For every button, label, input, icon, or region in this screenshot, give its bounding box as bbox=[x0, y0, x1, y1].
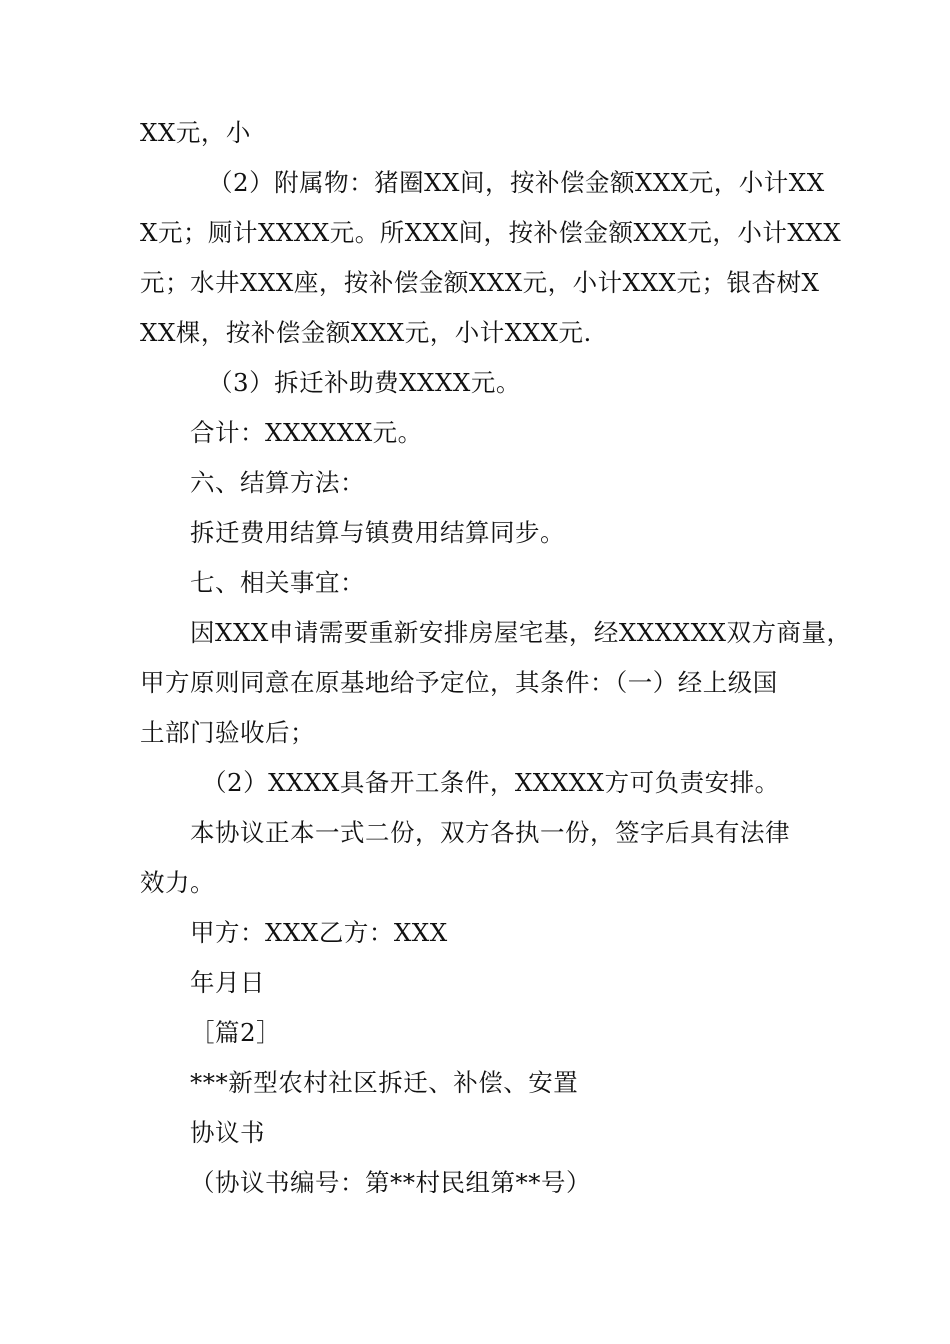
text-line-settlement: 拆迁费用结算与镇费用结算同步。 bbox=[190, 518, 565, 547]
text-line-appendages-cont-1: X元；厕计XXXX元。所XXX间，按补偿金额XXX元，小计XXX bbox=[140, 218, 842, 247]
text-line-appendages-cont-2: 元；水井XXX座，按补偿金额XXX元，小计XXX元；银杏树X bbox=[140, 268, 820, 297]
text-line-copies: 本协议正本一式二份，双方各执一份，签字后具有法律 bbox=[190, 818, 790, 847]
text-line-homestead-cont-1: 甲方原则同意在原基地给予定位，其条件：（一）经上级国 bbox=[140, 668, 778, 697]
text-line-homestead: 因XXX申请需要重新安排房屋宅基，经XXXXXX双方商量， bbox=[190, 618, 852, 647]
text-line-homestead-cont-2: 土部门验收后； bbox=[140, 718, 315, 747]
text-line-appendages-cont-3: XX棵，按补偿金额XXX元，小计XXX元. bbox=[140, 318, 592, 347]
section-heading-related-matters: 七、相关事宜： bbox=[190, 568, 365, 597]
text-line-appendages: （2）附属物：猪圈XX间，按补偿金额XXX元，小计XX bbox=[208, 168, 825, 197]
text-line-date: 年月日 bbox=[190, 968, 265, 997]
document-subtitle: 协议书 bbox=[190, 1118, 265, 1147]
text-line-compensation-subtotal: XX元，小 bbox=[140, 118, 251, 147]
text-line-construction: （2）XXXX具备开工条件，XXXXX方可负责安排。 bbox=[202, 768, 780, 797]
text-line-relocation-subsidy: （3）拆迁补助费XXXX元。 bbox=[208, 368, 521, 397]
document-number: （协议书编号：第**村民组第**号） bbox=[190, 1168, 591, 1197]
section-heading-settlement: 六、结算方法： bbox=[190, 468, 365, 497]
text-line-part-2: ［篇2］ bbox=[190, 1018, 282, 1047]
text-line-parties: 甲方：XXX乙方：XXX bbox=[190, 918, 448, 947]
document-title: ***新型农村社区拆迁、补偿、安置 bbox=[190, 1068, 579, 1097]
text-line-copies-cont: 效力。 bbox=[140, 868, 215, 897]
text-line-total: 合计：XXXXXX元。 bbox=[190, 418, 423, 447]
